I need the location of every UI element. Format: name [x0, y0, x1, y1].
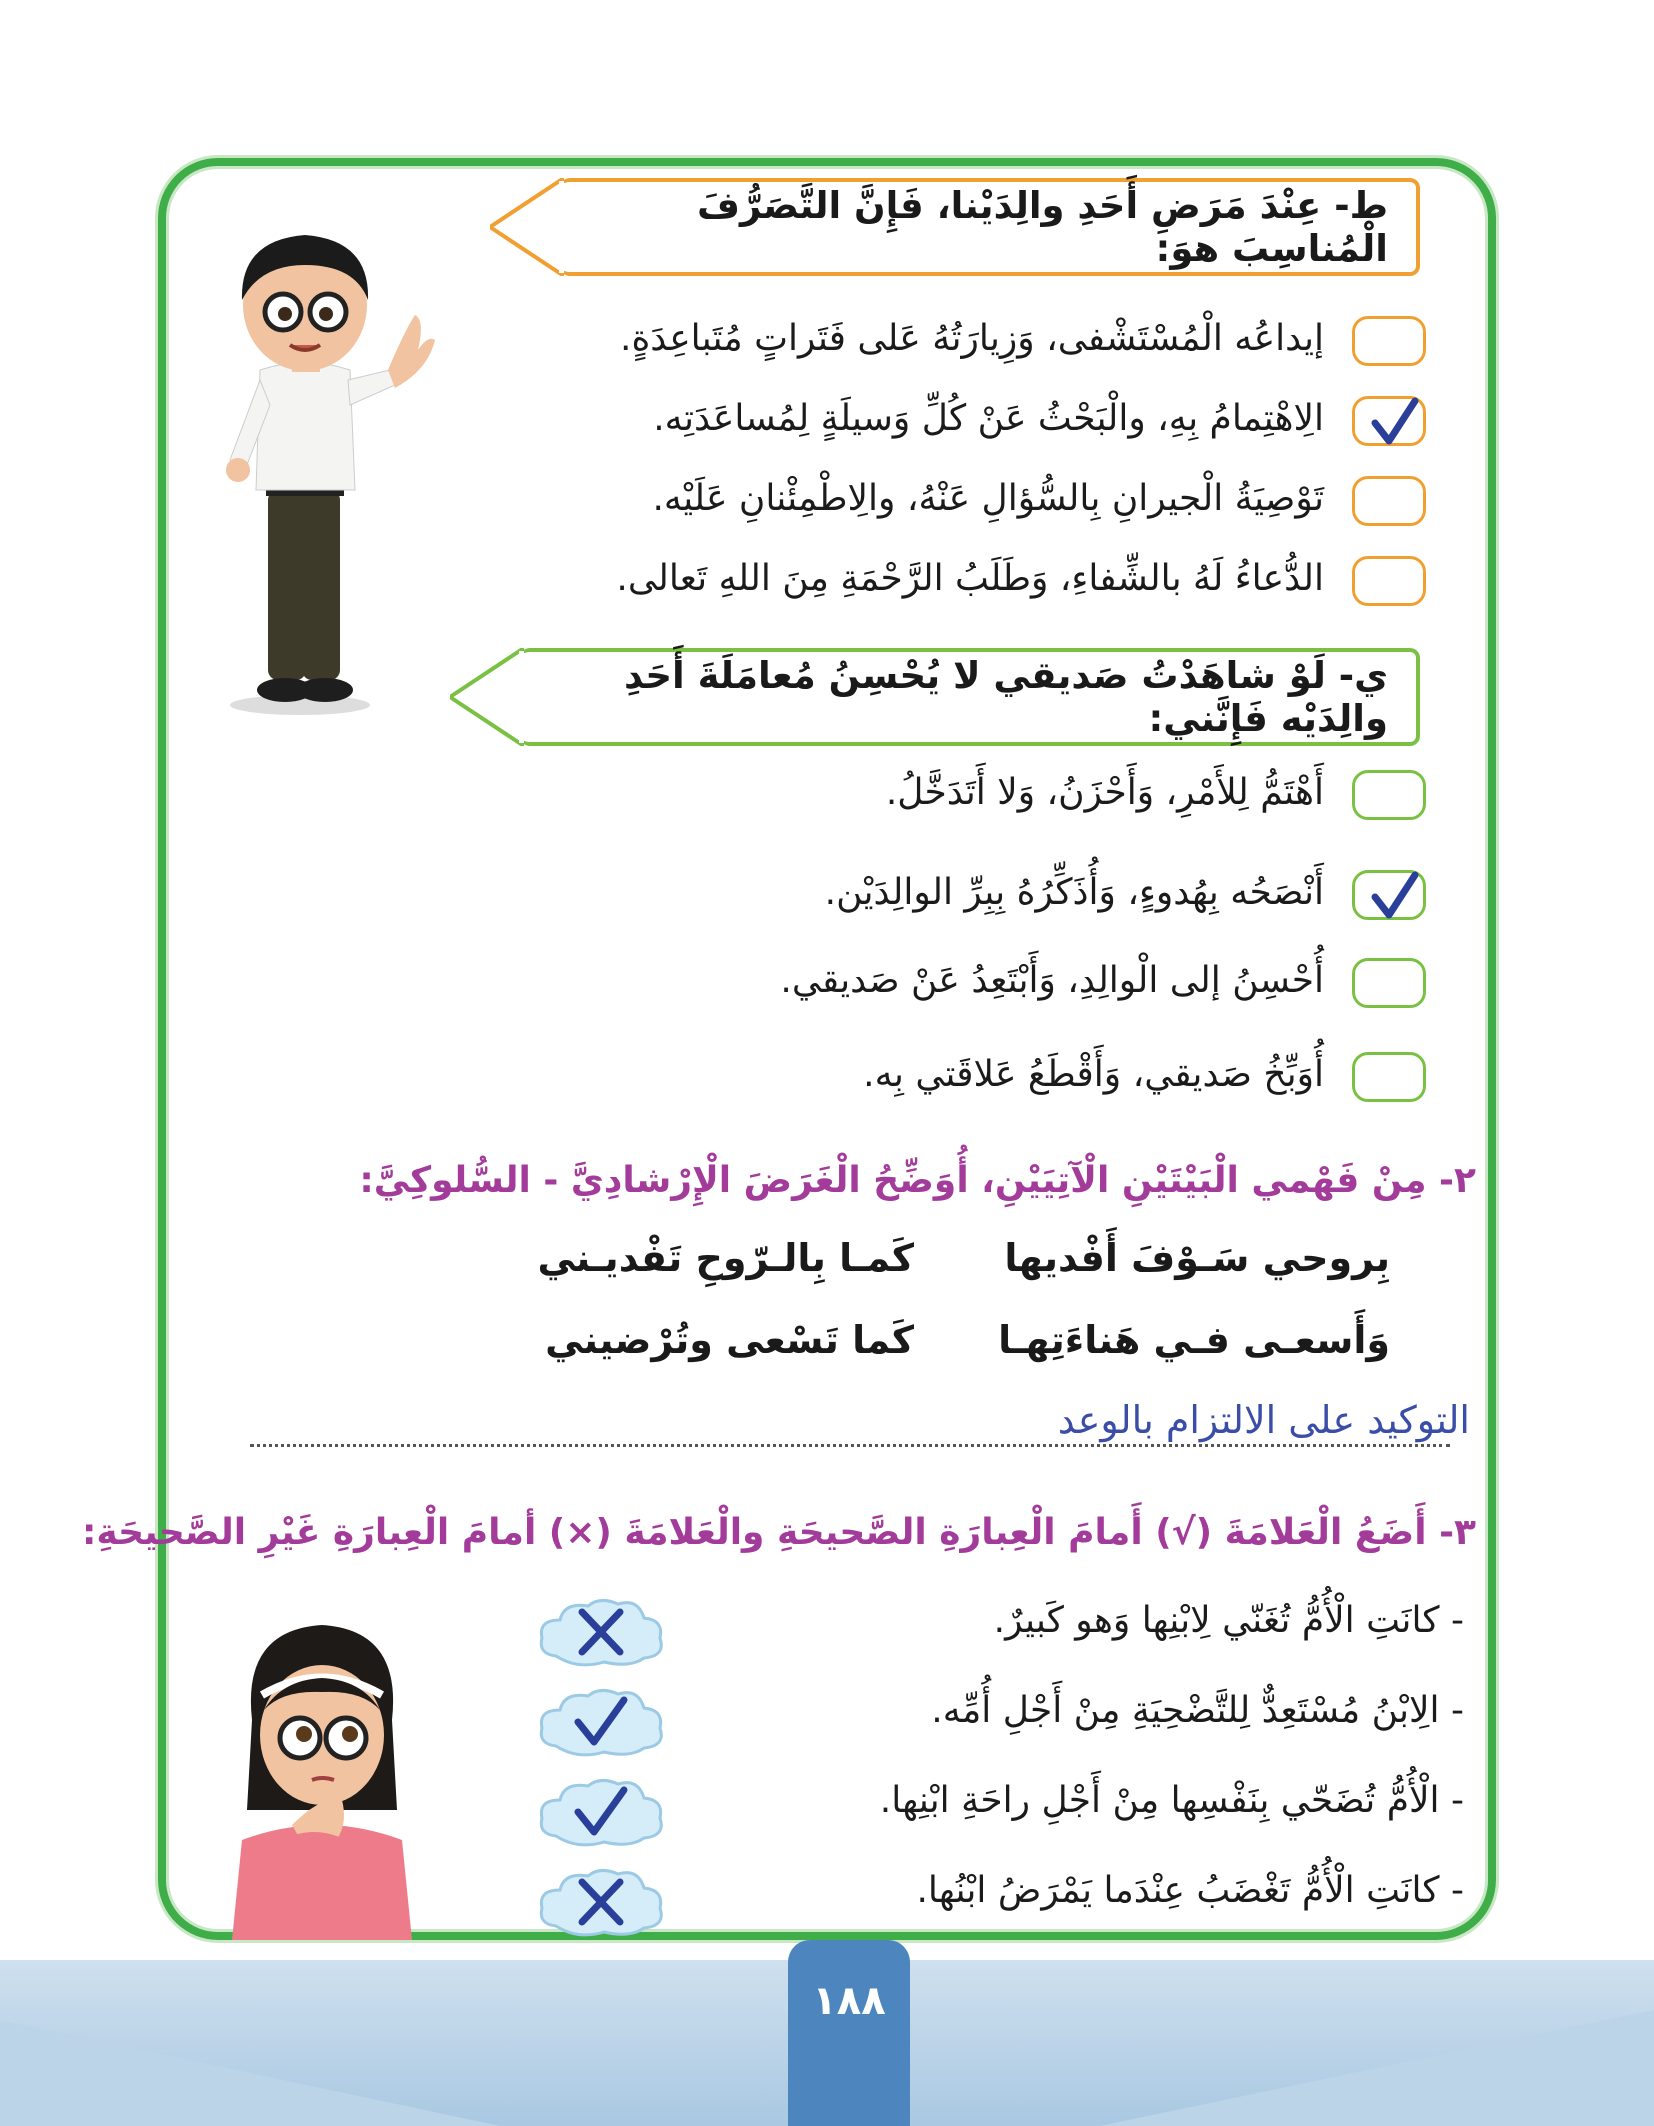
- girl-illustration: [222, 1610, 422, 1940]
- option-ta-3-text: تَوْصِيَةُ الْجيرانِ بِالسُّؤالِ عَنْهُ، والِاطْمِئْنانِ عَلَيْه.: [652, 478, 1324, 519]
- option-ta-2-checkbox[interactable]: [1352, 396, 1426, 446]
- question-3-title: ٣- أَضَعُ الْعَلامَةَ (√) أَمامَ الْعِبارَةِ الصَّحيحَةِ والْعَلامَةَ (×) أمامَ الْعِبارَةِ غَيْرِ الصَّحيحَةِ:: [81, 1512, 1476, 1553]
- question-2-title: ٢- مِنْ فَهْمي الْبَيْتَيْنِ الْآتِيَيْنِ، أُوَضِّحُ الْغَرَضَ الْإِرْشادِيَّ - السُّلوكِيَّ:: [359, 1160, 1476, 1201]
- option-ya-4-checkbox[interactable]: [1352, 1052, 1426, 1102]
- check-icon: [1369, 869, 1419, 925]
- option-ya-4-text: أُوَبِّخُ صَديقي، وَأَقْطَعُ عَلاقَتي بِه.: [863, 1054, 1324, 1095]
- verse-1-right: بِروحي سَـوْفَ أَفْديها: [1004, 1236, 1390, 1280]
- question-ta-banner: [560, 178, 1420, 276]
- verse-2-right: وَأَسعـى فـي هَناءَتِهـا: [998, 1318, 1390, 1362]
- option-ta-4-text: الدُّعاءُ لَهُ بالشِّفاءِ، وَطَلَبُ الرَّحْمَةِ مِنَ اللهِ تَعالى.: [616, 558, 1324, 599]
- option-ta-1-checkbox[interactable]: [1352, 316, 1426, 366]
- option-ya-3-text: أُحْسِنُ إلى الْوالِدِ، وَأَبْتَعِدُ عَنْ صَديقي.: [780, 960, 1324, 1001]
- boy-illustration: [190, 220, 450, 720]
- check-icon: [1369, 395, 1419, 451]
- statement-1-mark-cloud[interactable]: [534, 1596, 668, 1670]
- option-ta-2-text: الِاهْتِمامُ بِهِ، والْبَحْثُ عَنْ كُلِّ وَسيلَةٍ لِمُساعَدَتِه.: [653, 398, 1324, 439]
- option-ta-1-text: إيداعُه الْمُسْتَشْفى، وَزِيارَتُهُ عَلى فَتَراتٍ مُتَباعِدَةٍ.: [620, 318, 1324, 359]
- option-ya-2-checkbox[interactable]: [1352, 870, 1426, 920]
- statement-2-mark-cloud[interactable]: [534, 1686, 668, 1760]
- page-number: ١٨٨: [812, 1978, 886, 2024]
- statement-1-text: - كانَتِ الْأُمُّ تُغَنّي لِابْنِها وَهو كَبيرٌ.: [993, 1600, 1464, 1641]
- option-ya-3-checkbox[interactable]: [1352, 958, 1426, 1008]
- question-2-answer[interactable]: التوكيد على الالتزام بالوعد: [1057, 1398, 1470, 1442]
- question-ta-prompt: ط- عِنْدَ مَرَضِ أَحَدِ والِدَيْنا، فَإِنَّ التَّصَرُّفَ الْمُناسِبَ هوَ:: [697, 184, 1388, 270]
- statement-4-mark-cloud[interactable]: [534, 1866, 668, 1940]
- statement-3-mark-cloud[interactable]: [534, 1776, 668, 1850]
- question-ya-arrow: [450, 648, 524, 746]
- verse-1-left: كَمـا بِالـرّوحِ تَفْديـني: [537, 1236, 914, 1280]
- question-ya-prompt: ي- لَوْ شاهَدْتُ صَديقي لا يُحْسِنُ مُعامَلَةَ أَحَدِ والِدَيْه فَإِنَّني:: [623, 654, 1388, 740]
- option-ya-2-text: أَنْصَحُه بِهُدوءٍ، وَأُذَكِّرُهُ بِبِرِّ الوالِدَيْن.: [824, 872, 1324, 913]
- answer-line: [250, 1444, 1450, 1447]
- option-ta-4-checkbox[interactable]: [1352, 556, 1426, 606]
- option-ya-1-checkbox[interactable]: [1352, 770, 1426, 820]
- option-ta-3-checkbox[interactable]: [1352, 476, 1426, 526]
- statement-4-text: - كانَتِ الْأُمُّ تَغْضَبُ عِنْدَما يَمْرَضُ ابْنُها.: [916, 1870, 1464, 1911]
- page-number-tab: [788, 1940, 910, 2126]
- question-ta-arrow: [490, 178, 564, 276]
- statement-3-text: - الْأُمُّ تُضَحّي بِنَفْسِها مِنْ أَجْلِ راحَةِ ابْنِها.: [879, 1780, 1464, 1821]
- option-ya-1-text: أَهْتَمُّ لِلأَمْرِ، وَأَحْزَنُ، وَلا أَتَدَخَّلُ.: [885, 772, 1324, 813]
- statement-2-text: - الِابْنُ مُسْتَعِدٌّ لِلتَّضْحِيَةِ مِنْ أَجْلِ أُمِّه.: [931, 1690, 1464, 1731]
- question-ya-banner: [520, 648, 1420, 746]
- verse-2-left: كَما تَسْعى وتُرْضيني: [545, 1318, 914, 1362]
